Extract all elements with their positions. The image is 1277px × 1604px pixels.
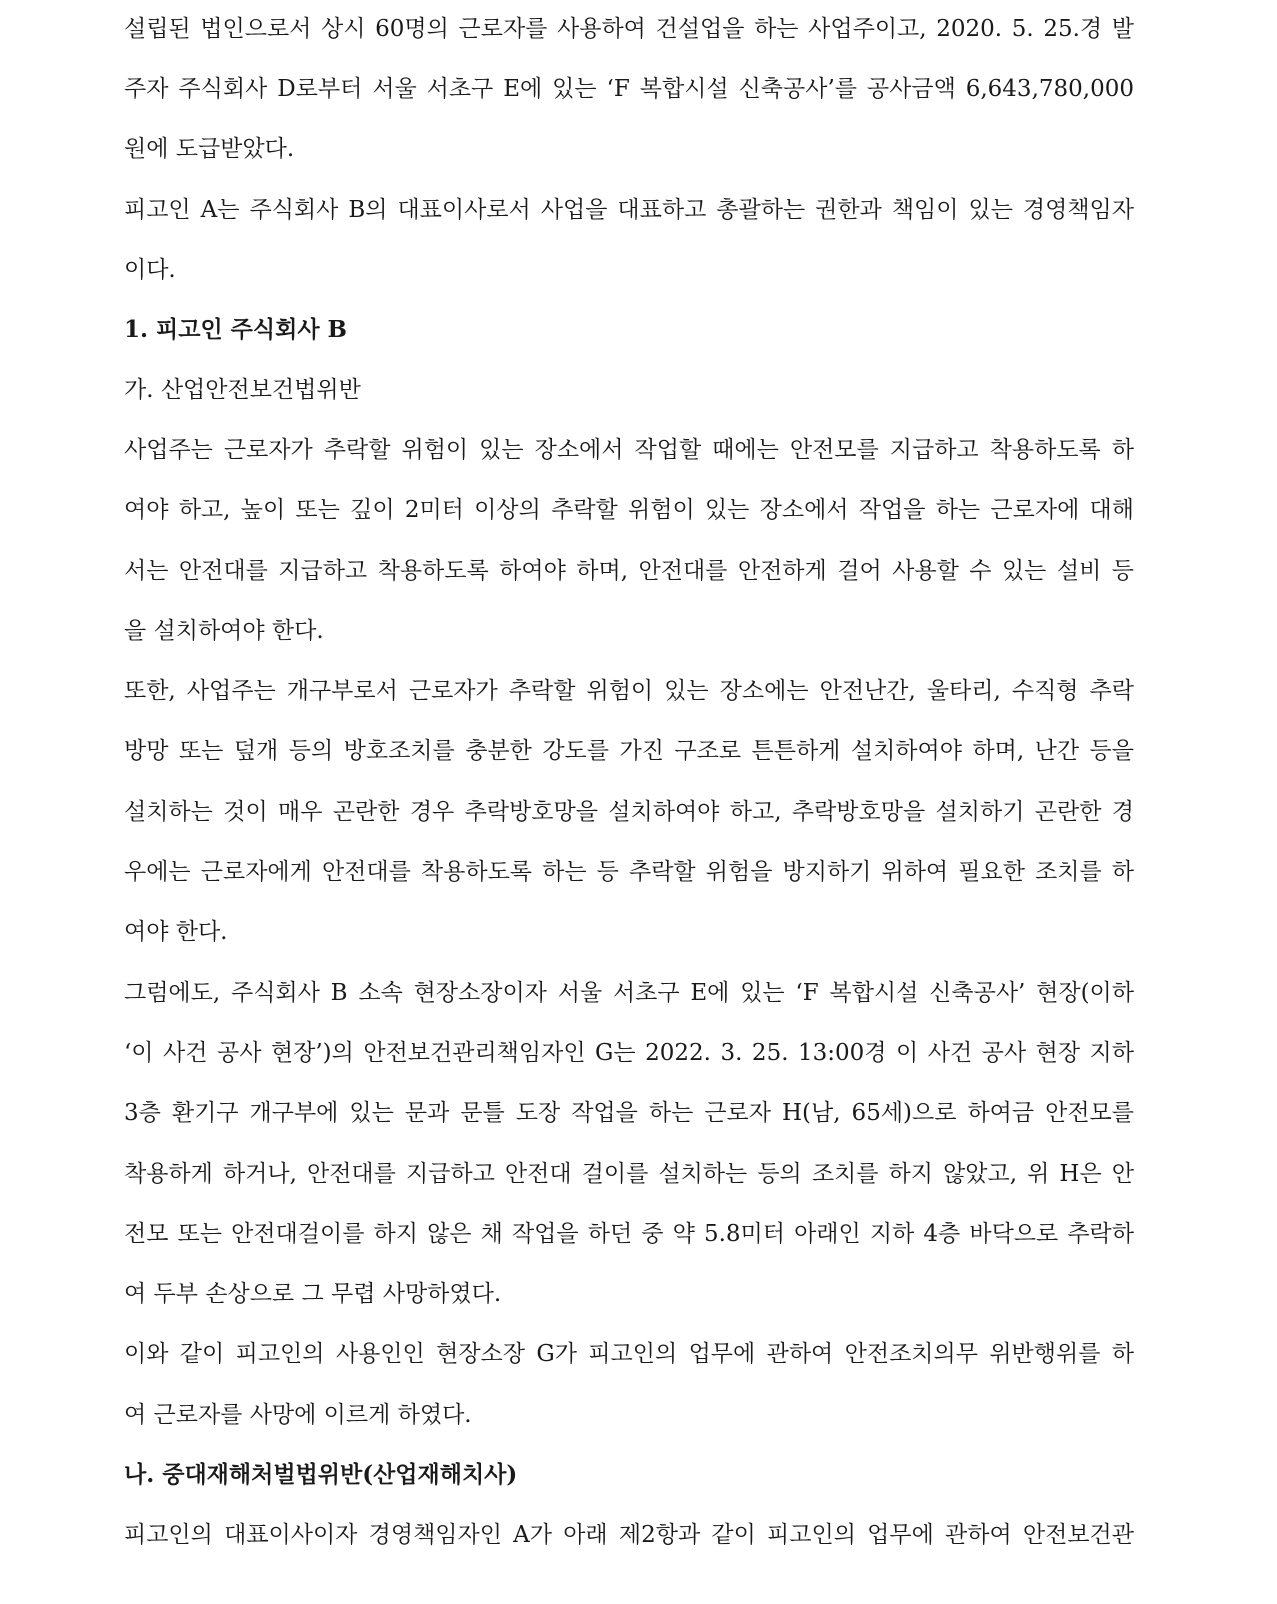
- body-line: 여 근로자를 사망에 이르게 하였다.: [124, 1402, 472, 1428]
- body-line: 이와 같이 피고인의 사용인인 현장소장 G가 피고인의 업무에 관하여 안전조치의무 위반행위를 하: [124, 1341, 1134, 1367]
- body-line: 여 두부 손상으로 그 무렵 사망하였다.: [124, 1281, 502, 1307]
- body-line: 사업주는 근로자가 추락할 위험이 있는 장소에서 작업할 때에는 안전모를 지급하고 착용하도록 하: [124, 437, 1134, 463]
- body-line: 설립된 법인으로서 상시 60명의 근로자를 사용하여 건설업을 하는 사업주이고, 2020. 5. 25.경 발: [124, 16, 1134, 42]
- body-line: 전모 또는 안전대걸이를 하지 않은 채 작업을 하던 중 약 5.8미터 아래인 지하 4층 바닥으로 추락하: [124, 1221, 1134, 1247]
- body-line: ‘이 사건 공사 현장’)의 안전보건관리책임자인 G는 2022. 3. 25. 13:00경 이 사건 공사 현장 지하: [124, 1040, 1134, 1066]
- body-line: 피고인 A는 주식회사 B의 대표이사로서 사업을 대표하고 총괄하는 권한과 책임이 있는 경영책임자: [124, 197, 1134, 223]
- body-line: 방망 또는 덮개 등의 방호조치를 충분한 강도를 가진 구조로 튼튼하게 설치하여야 하며, 난간 등을: [124, 738, 1134, 764]
- body-line: 이다.: [124, 257, 176, 283]
- body-line: 우에는 근로자에게 안전대를 착용하도록 하는 등 추락할 위험을 방지하기 위하여 필요한 조치를 하: [124, 859, 1134, 885]
- body-line: 또한, 사업주는 개구부로서 근로자가 추락할 위험이 있는 장소에는 안전난간, 울타리, 수직형 추락: [124, 678, 1134, 704]
- body-line: 서는 안전대를 지급하고 착용하도록 하여야 하며, 안전대를 안전하게 걸어 사용할 수 있는 설비 등: [124, 558, 1134, 584]
- body-line: 을 설치하여야 한다.: [124, 618, 324, 644]
- subsection-heading: 나. 중대재해처벌법위반(산업재해치사): [124, 1461, 518, 1488]
- subsection-heading: 가. 산업안전보건법위반: [124, 377, 361, 403]
- section-heading: 1. 피고인 주식회사 B: [124, 316, 347, 343]
- body-line: 그럼에도, 주식회사 B 소속 현장소장이자 서울 서초구 E에 있는 ‘F 복합시설 신축공사’ 현장(이하: [124, 980, 1134, 1006]
- body-line: 피고인의 대표이사이자 경영책임자인 A가 아래 제2항과 같이 피고인의 업무에 관하여 안전보건관: [124, 1522, 1134, 1548]
- body-line: 착용하게 하거나, 안전대를 지급하고 안전대 걸이를 설치하는 등의 조치를 하지 않았고, 위 H은 안: [124, 1161, 1134, 1187]
- body-line: 여야 한다.: [124, 919, 228, 945]
- body-line: 3층 환기구 개구부에 있는 문과 문틀 도장 작업을 하는 근로자 H(남, 65세)으로 하여금 안전모를: [124, 1100, 1134, 1126]
- body-line: 여야 하고, 높이 또는 깊이 2미터 이상의 추락할 위험이 있는 장소에서 작업을 하는 근로자에 대해: [124, 497, 1134, 523]
- body-line: 설치하는 것이 매우 곤란한 경우 추락방호망을 설치하여야 하고, 추락방호망을 설치하기 곤란한 경: [124, 799, 1134, 825]
- body-line: 주자 주식회사 D로부터 서울 서초구 E에 있는 ‘F 복합시설 신축공사’를 공사금액 6,643,780,000: [124, 76, 1134, 102]
- body-line: 원에 도급받았다.: [124, 136, 295, 162]
